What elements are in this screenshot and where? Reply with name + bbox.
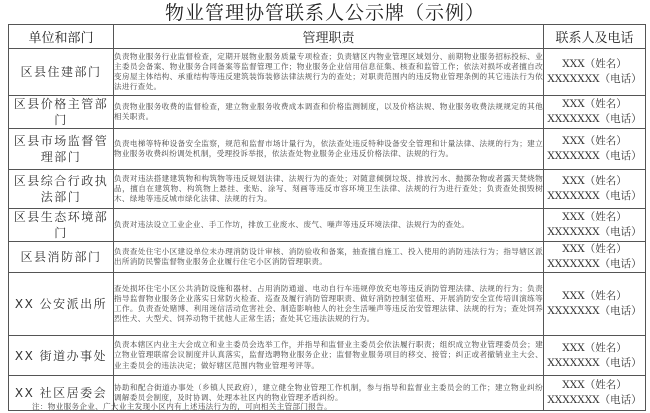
contact-phone: XXXXXXX（电话） — [547, 113, 642, 125]
contact-phone: XXXXXXX（电话） — [547, 305, 642, 317]
contact-cell — [544, 49, 646, 96]
unit-cell: XX 街道办事处 — [9, 336, 114, 376]
table-row — [9, 49, 646, 96]
page-title: 物业管理协管联系人公示牌（示例） — [164, 2, 485, 24]
contact-phone: XXXXXXX（电话） — [547, 73, 642, 85]
contact-name: XXX（姓名） — [562, 290, 627, 302]
contact-name: XXX（姓名） — [562, 135, 627, 147]
contact-phone: XXXXXXX（电话） — [547, 150, 642, 162]
table-row — [9, 129, 646, 170]
table-row — [9, 209, 646, 242]
header-contact: 联系人及电话 — [544, 25, 646, 49]
header-duty: 管理职责 — [114, 25, 544, 49]
contact-cell — [544, 209, 646, 242]
table-row — [9, 273, 646, 336]
contact-phone: XXXXXXX（电话） — [547, 394, 642, 406]
contact-phone: XXXXXXX（电话） — [547, 258, 642, 270]
contact-name: XXX（姓名） — [562, 379, 627, 391]
contact-board-table — [8, 24, 646, 411]
table-header-row — [9, 25, 646, 49]
contact-cell — [544, 129, 646, 170]
footer-note: 注：物业服务企业、广大业主发现小区内有上述违法行为的，可向相关主管部门报告。 — [32, 402, 332, 411]
contact-name: XXX（姓名） — [562, 175, 627, 187]
contact-name: XXX（姓名） — [562, 243, 627, 255]
duty-cell: 负责对违法搭建建筑物和构筑物等违反规划法律、法规行为的查处；对随意倾倒垃圾、排放污水、抛掷杂物或者露天焚烧物品，擅自在建筑物、构筑物上悬挂、张贴、涂写、刻画等违反市容环境卫生法律、法规的行为进行查处；负责查处损毁树木、绿地等违反城市绿化法律、法规的行为。 — [114, 170, 544, 209]
contact-phone: XXXXXXX（电话） — [547, 190, 642, 202]
unit-cell: XX 公安派出所 — [9, 273, 114, 336]
contact-cell — [544, 170, 646, 209]
contact-phone: XXXXXXX（电话） — [547, 356, 642, 369]
unit-cell: 区县市场监督管理部门 — [9, 129, 114, 170]
table-row — [9, 170, 646, 209]
duty-cell: 负责本辖区内业主大会成立和业主委员会选举工作，并指导和监督业主委员会依法履行职责；组织成立物业管理委员会；建立物业管理联席会议制度并认真落实，监督选聘物业服务企业；监督物业服务项目的移交、接管；纠正或者撤销业主大会、业主委员会的违法决定；做好辖区范围内物业管理考评等。 — [114, 336, 544, 376]
unit-cell: 区县生态环境部门 — [9, 209, 114, 242]
contact-cell — [544, 242, 646, 273]
duty-cell: 负责电梯等特种设备安全监察，规范和监督市场计量行为，依法查处违反特种设备安全管理和计量法律、法规的行为；建立物业服务收费纠纷调处机制，受理投诉举报，依法查处物业服务企业违反价格法律、法规的行为。 — [114, 129, 544, 170]
contact-cell — [544, 336, 646, 376]
table-row — [9, 336, 646, 376]
duty-cell: 查处损坏住宅小区公共消防设施和器材、占用消防通道、电动自行车违规停放充电等违反消防管理法律、法规的行为；负责指导监督物业服务企业落实日常防火检查、巡查及履行消防管理职责、做好消防控制室值班、开展消防安全宣传培训演练等工作。负责查处赌博、利用迷信活动危害社会、制造影响他人的社会生活噪声等违反治安管理法律、法规的行为；查处饲养烈性犬、大型犬、饲养动物干扰他人正常生活；查处其它违法法规的行为。 — [114, 273, 544, 336]
duty-cell: 负责查处住宅小区建设单位未办理消防设计审核、消防验收和备案，抽查擅自施工、投入使用的消防违法行为；指导辖区派出所消防民警监督物业服务企业履行住宅小区消防管理职责。 — [114, 242, 544, 273]
contact-cell — [544, 273, 646, 336]
table-row — [9, 242, 646, 273]
unit-cell: 区县消防部门 — [9, 242, 114, 273]
contact-name: XXX（姓名） — [562, 58, 627, 70]
contact-phone: XXXXXXX（电话） — [547, 226, 642, 238]
unit-cell: XX 社区居委会 — [9, 376, 114, 411]
contact-cell — [544, 96, 646, 129]
contact-name: XXX（姓名） — [562, 211, 627, 223]
unit-cell: 区县综合行政执法部门 — [9, 170, 114, 209]
duty-cell: 负责物业服务收费的监督检查，建立物业服务收费成本调查和价格监测制度，以及价格法规、物业服务收费法规规定的其他相关职责。 — [114, 96, 544, 129]
duty-cell: 负责物业服务行业监督检查，定期开展物业服务质量专项检查；负责辖区内物业管理区域划分、前期物业服务招标投标、业主委员会备案、物业服务合同备案等监督管理工作；物业服务企业信用信息征集、核查和监管工作；依法对损坏或者擅自改变房屋主体结构、承重结构等违反建筑装饰装修法律法规行为的查处；对职责范围内的违反物业管理条例的其它违法行为依法进行查处。 — [114, 49, 544, 96]
contact-name: XXX（姓名） — [562, 341, 627, 354]
contact-cell — [544, 376, 646, 411]
duty-cell: 负责对违法设立工业企业、手工作坊，排放工业废水、废气、噪声等违反环境法律、法规行为的查处。 — [114, 209, 544, 242]
unit-cell: 区县住建部门 — [9, 49, 114, 96]
duty-cell: 协助和配合街道办事处（乡镇人民政府），建立健全物业管理工作机制，参与指导和监督业主委员会的工作；建立物业纠纷调解委员会制度，及时协调、处理本社区内的物业管理矛盾纠纷。 — [114, 376, 544, 411]
contact-name: XXX（姓名） — [562, 98, 627, 110]
unit-cell: 区县价格主管部门 — [9, 96, 114, 129]
table-row — [9, 96, 646, 129]
header-unit: 单位和部门 — [9, 25, 114, 49]
